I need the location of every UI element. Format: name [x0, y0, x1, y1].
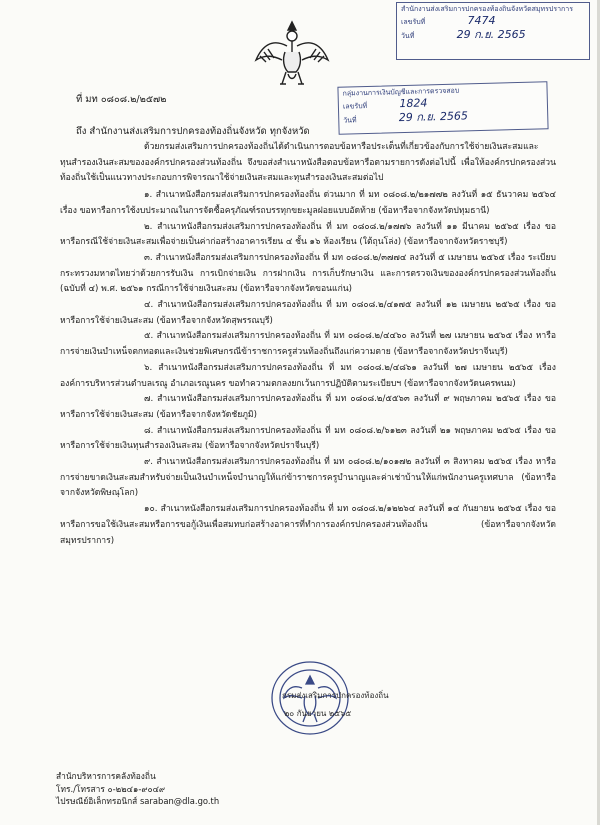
audit-stamp: [337, 81, 548, 134]
audit-stamp-date: 29 ก.ย. 2565: [398, 108, 469, 124]
list-item: ๙. สำเนาหนังสือกรมส่งเสริมการปกครองท้องถิ่น ที่ มท ๐๘๐๘.๒/๑๐๑๗๒ ลงวันที่ ๓ สิงหาคม ๒๕๖๕ เรื่อง หารือการจ่ายขาดเงินสะสมสำหรับจ่ายเป็นเงินบำเหน็จบำนาญให้แก่ข้าราชการครูบำนาญและค่าเช่าบ้านให้แก่พนักงานครูเทศบาล (ข้อหารือจากจังหวัดพิษณุโลก): [60, 457, 556, 499]
list-item: ๗. สำเนาหนังสือกรมส่งเสริมการปกครองท้องถิ่น ที่ มท ๐๘๐๘.๒/๕๕๖๓ ลงวันที่ ๙ พฤษภาคม ๒๕๖๕ เรื่อง ขอหารือการใช้จ่ายเงินสะสม (ข้อหารือจากจังหวัดชัยภูมิ): [60, 394, 556, 420]
receive-stamp-date-label: วันที่: [401, 31, 415, 40]
footer-office: สำนักบริหารการคลังท้องถิ่น: [56, 771, 156, 781]
letter-intro: ด้วยกรมส่งเสริมการปกครองท้องถิ่นได้ดำเนินการตอบข้อหารือประเด็นที่เกี่ยวข้องกับการใช้จ่ายเงินสะสมและทุนสำรองเงินสะสมขององค์กรปกครองส่วนท้องถิ่น จึงขอส่งสำเนาหนังสือตอบข้อหารือตามรายการดังต่อไปนี้ เพื่อให้องค์กรปกครองส่วนท้องถิ่นใช้เป็นแนวทางประกอบการพิจารณาใช้จ่ายเงินสะสมและทุนสำรองเงินสะสมต่อไป: [60, 142, 556, 184]
receive-stamp-title: สำนักงานส่งเสริมการปกครองท้องถิ่นจังหวัดสมุทรปราการ: [401, 5, 573, 13]
audit-stamp-number-label: เลขรับที่: [342, 101, 368, 111]
letter-body: [60, 140, 556, 549]
receive-stamp-number-label: เลขรับที่: [401, 17, 426, 26]
letter-reference: ที่ มท ๐๘๐๘.๒/๒๕๗๒: [76, 94, 167, 105]
garuda-emblem-icon: [252, 16, 332, 96]
list-item: ๒. สำเนาหนังสือกรมส่งเสริมการปกครองท้องถิ่น ที่ มท ๐๘๐๘.๒/๑๗๗๖ ลงวันที่ ๑๑ มีนาคม ๒๕๖๕ เรื่อง ขอหารือกรณีใช้จ่ายเงินสะสมเพื่อจ่ายเป็นค่าก่อสร้างอาคารเรียน ๔ ชั้น ๑๖ ห้องเรียน (ใต้ถุนโล่ง) (ข้อหารือจากจังหวัดราชบุรี): [60, 221, 556, 248]
list-item: ๓. สำเนาหนังสือกรมส่งเสริมการปกครองท้องถิ่น ที่ มท ๐๘๐๘.๒/๓๗๗๔ ลงวันที่ ๕ เมษายน ๒๕๖๕ เรื่อง ระเบียบกระทรวงมหาดไทยว่าด้วยการรับเงิน การเบิกจ่ายเงิน การฝากเงิน การเก็บรักษาเงิน และการตรวจเงินขององค์กรปกครองส่วนท้องถิ่น (ฉบับที่ ๔) พ.ศ. ๒๕๖๑ กรณีการใช้จ่ายเงินสะสม (ข้อหารือจากจังหวัดขอนแก่น): [60, 252, 556, 295]
list-item: ๑. สำเนาหนังสือกรมส่งเสริมการปกครองท้องถิ่น ด่วนมาก ที่ มท ๐๘๐๘.๒/๒๑๗๗๒ ลงวันที่ ๑๕ ธันวาคม ๒๕๖๔ เรื่อง ขอหารือการใช้งบประมาณในการจัดซื้อครุภัณฑ์รถบรรทุกขยะมูลฝอยแบบอัดท้าย (ข้อหารือจากจังหวัดปทุมธานี): [60, 190, 556, 216]
signature-agency: กรมส่งเสริมการปกครองท้องถิ่น: [282, 691, 389, 700]
footer-email: ไปรษณีย์อิเล็กทรอนิกส์ saraban@dla.go.th: [56, 796, 220, 807]
audit-stamp-number: 1824: [399, 96, 428, 110]
signature-date: ๒๐ กันยายน ๒๕๖๕: [284, 709, 352, 718]
list-item: ๘. สำเนาหนังสือกรมส่งเสริมการปกครองท้องถิ่น ที่ มท ๐๘๐๘.๒/๖๑๒๓ ลงวันที่ ๒๑ พฤษภาคม ๒๕๖๕ เรื่อง ขอหารือการใช้จ่ายเงินทุนสำรองเงินสะสม (ข้อหารือจากจังหวัดปราจีนบุรี): [60, 425, 556, 452]
audit-stamp-date-label: วันที่: [343, 115, 357, 125]
list-item: ๑๐. สำเนาหนังสือกรมส่งเสริมการปกครองท้องถิ่น ที่ มท ๐๘๐๘.๒/๑๒๒๖๔ ลงวันที่ ๑๔ กันยายน ๒๕๖๕ เรื่อง ขอหารือการขอใช้เงินสะสมหรือการขอกู้เงินเพื่อสมทบก่อสร้างอาคารที่ทำการองค์กรปกครองส่วนท้องถิ่น (ข้อหารือจากจังหวัดสมุทรปราการ): [60, 504, 556, 546]
list-item: ๖. สำเนาหนังสือกรมส่งเสริมการปกครองท้องถิ่น ที่ มท ๐๘๐๘.๒/๔๘๖๑ ลงวันที่ ๒๗ เมษายน ๒๕๖๕ เรื่อง องค์การบริหารส่วนตำบลเรณู อำเภอเรณูนคร ขอทำความตกลงยกเว้นการปฏิบัติตามระเบียบฯ (ข้อหารือจากจังหวัดนครพนม): [60, 362, 556, 389]
audit-stamp-title: กลุ่มงานการเงินบัญชีและการตรวจสอบ: [342, 86, 460, 98]
footer-phone: โทร./โทรสาร ๐-๒๒๔๑-๙๐๔๙: [56, 783, 166, 794]
letter-footer: [56, 770, 219, 808]
letter-recipient: ถึง สำนักงานส่งเสริมการปกครองท้องถิ่นจังหวัด ทุกจังหวัด: [76, 126, 310, 137]
receive-stamp: [396, 2, 590, 60]
list-item: ๕. สำเนาหนังสือกรมส่งเสริมการปกครองท้องถิ่น ที่ มท ๐๘๐๘.๒/๔๔๖๐ ลงวันที่ ๒๗ เมษายน ๒๕๖๕ เรื่อง หารือการจ่ายเงินบำเหน็จตกทอดและเงินช่วยพิเศษกรณีข้าราชการครูส่วนท้องถิ่นถึงแก่ความตาย (ข้อหารือจากจังหวัดปราจีนบุรี): [60, 331, 556, 358]
receive-stamp-number: 7474: [467, 13, 496, 27]
receive-stamp-date: 29 ก.ย. 2565: [456, 27, 526, 41]
list-item: ๔. สำเนาหนังสือกรมส่งเสริมการปกครองท้องถิ่น ที่ มท ๐๘๐๘.๒/๔๑๗๕ ลงวันที่ ๑๒ เมษายน ๒๕๖๕ เรื่อง ขอหารือการใช้จ่ายเงินสะสม (ข้อหารือจากจังหวัดสุพรรณบุรี): [60, 300, 556, 326]
